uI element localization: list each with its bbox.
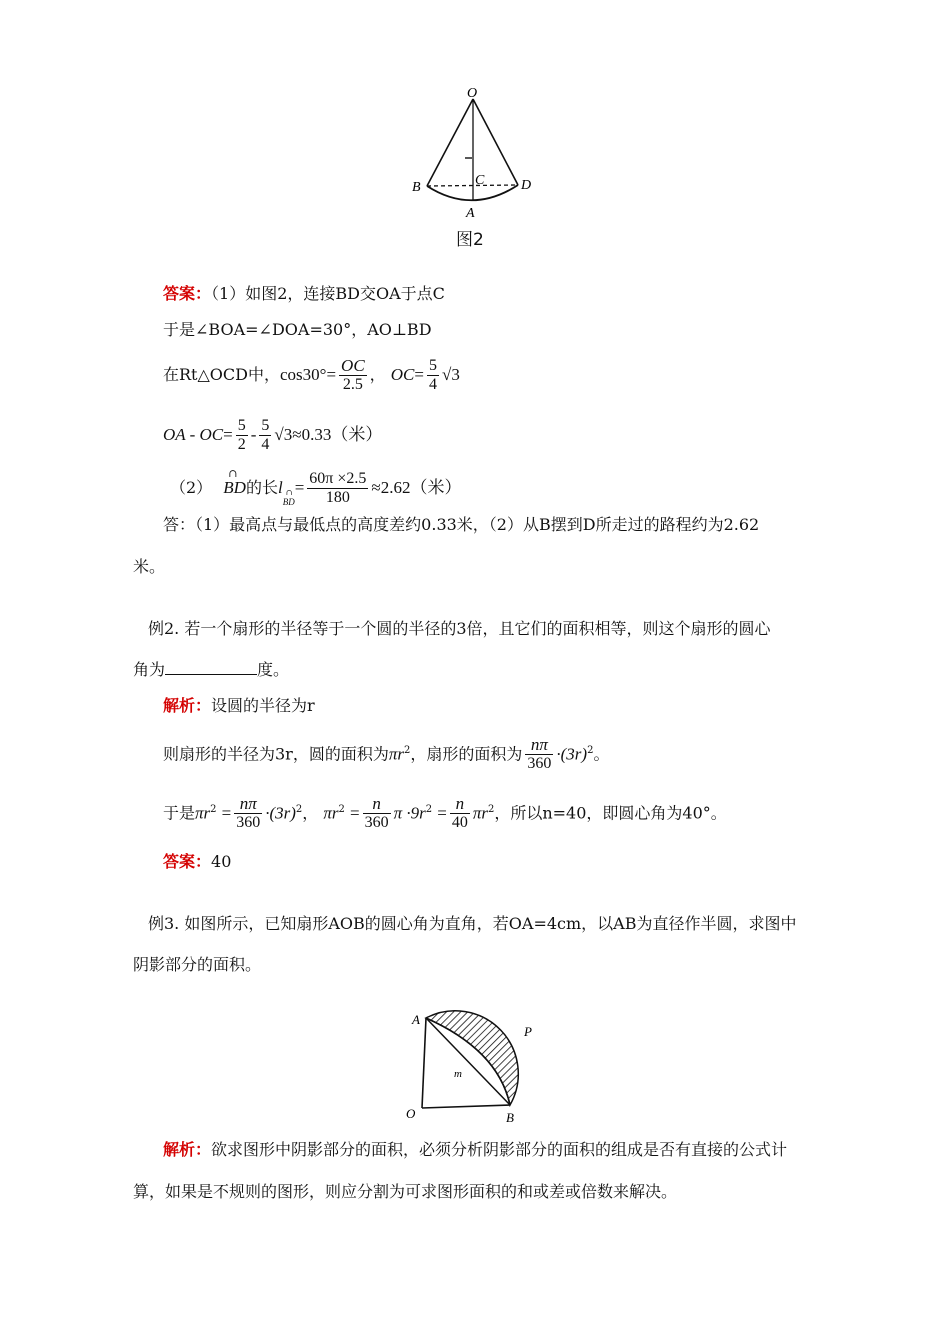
den: 360 bbox=[527, 755, 552, 773]
den: 2 bbox=[237, 436, 246, 453]
num: 5 bbox=[261, 417, 270, 434]
den: 4 bbox=[261, 436, 270, 453]
answer1-line7: 米。 bbox=[133, 557, 166, 576]
answer1-text: （1）如图2，连接BD交OA于点C bbox=[211, 284, 445, 303]
exp2: 2 bbox=[587, 745, 594, 756]
e2: 2 bbox=[295, 804, 303, 815]
eq: = bbox=[326, 365, 337, 384]
line3-prefix: 在Rt△OCD中， bbox=[163, 365, 280, 384]
den: 2.5 bbox=[342, 376, 363, 393]
figure-2-diagram bbox=[400, 85, 550, 220]
pre: 角为 bbox=[133, 660, 166, 679]
example2-answer bbox=[163, 851, 231, 873]
example2-line4 bbox=[163, 790, 727, 833]
answer-label: 答案： bbox=[163, 284, 212, 303]
prefix: （2） bbox=[170, 478, 213, 497]
label-a: A bbox=[466, 206, 475, 220]
answer-blank bbox=[165, 659, 257, 675]
answer-value: 40 bbox=[211, 852, 232, 871]
label-b: B bbox=[506, 1110, 514, 1125]
label-b: B bbox=[412, 180, 421, 195]
frac2 bbox=[363, 795, 391, 832]
e3: 2 bbox=[338, 804, 345, 815]
label-o: O bbox=[467, 86, 478, 101]
pi-r: πr bbox=[388, 744, 404, 764]
cos30: cos30° bbox=[279, 365, 327, 384]
example2-line3 bbox=[163, 731, 609, 774]
num: 5 bbox=[237, 417, 246, 434]
figure-2-caption: 图2 bbox=[456, 230, 484, 250]
eq2: = bbox=[414, 365, 424, 384]
n3: n bbox=[450, 795, 470, 814]
den: 180 bbox=[325, 489, 350, 506]
d2: 360 bbox=[364, 814, 389, 832]
n1: nπ bbox=[234, 795, 262, 814]
eq: = bbox=[294, 478, 305, 497]
num: nπ bbox=[525, 736, 553, 755]
example2-line1: 例2. 若一个扇形的半径等于一个圆的半径的3倍，且它们的面积相等，则这个扇形的圆心 bbox=[148, 619, 771, 638]
e5: 2 bbox=[487, 804, 495, 815]
post: 度。 bbox=[257, 660, 290, 679]
mid: 的长 bbox=[245, 478, 278, 497]
a: 则扇形的半径为3r，圆的面积为 bbox=[163, 744, 389, 764]
d1: 360 bbox=[236, 814, 261, 832]
analysis-text: 设圆的半径为r bbox=[211, 696, 315, 715]
oa-minus-oc: OA - OC bbox=[163, 425, 224, 444]
eq1: = bbox=[221, 803, 232, 823]
example3-analysis-line1 bbox=[163, 1139, 787, 1161]
example3-line1: 例3. 如图所示，已知扇形AOB的圆心角为直角，若OA=4cm，以AB为直径作半圆，求图中 bbox=[148, 914, 797, 933]
answer-label: 答案： bbox=[163, 852, 212, 871]
answer1-line2: 于是∠BOA=∠DOA=30°，AO⊥BD bbox=[163, 320, 432, 339]
t1: ·(3r) bbox=[265, 803, 296, 823]
example3-figure bbox=[400, 980, 560, 1125]
eq2: = bbox=[350, 803, 360, 823]
d: 。 bbox=[593, 744, 610, 764]
sub-arc-mark: ∩ bbox=[285, 488, 293, 497]
answer1-line4 bbox=[163, 415, 382, 455]
minus: - bbox=[250, 425, 257, 444]
analysis-text1: 欲求图形中阴影部分的面积，必须分析阴影部分的面积的组成是否有直接的公式计 bbox=[211, 1140, 788, 1159]
frac-npi-360 bbox=[525, 736, 553, 773]
sqrt3: √3 bbox=[274, 425, 293, 444]
label-p: P bbox=[524, 1024, 532, 1039]
den2: 4 bbox=[429, 376, 437, 393]
e1: 2 bbox=[210, 804, 217, 815]
answer1-line3 bbox=[163, 355, 460, 395]
label-m: m bbox=[454, 1068, 462, 1080]
result: ≈0.33（米） bbox=[292, 425, 383, 444]
frac-arc bbox=[307, 470, 368, 507]
l: l bbox=[277, 478, 283, 497]
sub-text: BD bbox=[282, 497, 295, 507]
frac3 bbox=[450, 795, 470, 832]
sep: ， bbox=[369, 365, 386, 384]
answer1-line6: 答：（1）最高点与最低点的高度差约0.33米，（2）从B摆到D所走过的路程约为2.62 bbox=[163, 515, 760, 534]
n2: n bbox=[363, 795, 391, 814]
oc: OC bbox=[390, 365, 415, 384]
frac-5-2 bbox=[236, 417, 248, 454]
label-c: C bbox=[475, 173, 485, 188]
example3-analysis-line2: 算，如果是不规则的图形，则应分割为可求图形面积的和或差或倍数来解决。 bbox=[133, 1182, 678, 1201]
result: ≈2.62（米） bbox=[371, 478, 462, 497]
eq: = bbox=[223, 425, 233, 444]
num: 60π ×2.5 bbox=[309, 470, 367, 487]
label-a: A bbox=[412, 1012, 420, 1027]
label-d: D bbox=[521, 178, 532, 193]
num: OC bbox=[341, 356, 365, 375]
sqrt3: √3 bbox=[442, 365, 460, 384]
answer1-line1 bbox=[163, 283, 445, 305]
frac-5-4 bbox=[259, 417, 271, 454]
t2: π ·9r bbox=[393, 803, 426, 823]
t3: πr bbox=[472, 803, 488, 823]
e4: 2 bbox=[425, 804, 433, 815]
example2-analysis bbox=[163, 695, 315, 717]
analysis-label: 解析： bbox=[163, 696, 212, 715]
arc-text: BD bbox=[223, 478, 246, 497]
sep: ， bbox=[302, 803, 319, 823]
frac-5-4 bbox=[427, 357, 439, 394]
b: ，扇形的面积为 bbox=[410, 744, 523, 764]
frac-oc-25 bbox=[339, 357, 367, 394]
c: ·(3r) bbox=[556, 744, 588, 764]
pr2: πr bbox=[323, 803, 339, 823]
eq3: = bbox=[437, 803, 447, 823]
d3: 40 bbox=[451, 814, 468, 832]
a: 于是 bbox=[163, 803, 196, 823]
num2: 5 bbox=[429, 357, 437, 374]
analysis-label: 解析： bbox=[163, 1140, 212, 1159]
end: ，所以n=40，即圆心角为40°。 bbox=[494, 803, 727, 823]
frac1 bbox=[234, 795, 262, 832]
label-o: O bbox=[406, 1106, 416, 1121]
example2-line2 bbox=[133, 659, 289, 681]
arc-mark: ∩ bbox=[228, 467, 238, 480]
pr: πr bbox=[195, 803, 211, 823]
example3-line2: 阴影部分的面积。 bbox=[133, 955, 262, 974]
exp: 2 bbox=[403, 745, 411, 756]
arc-bd bbox=[223, 468, 246, 508]
